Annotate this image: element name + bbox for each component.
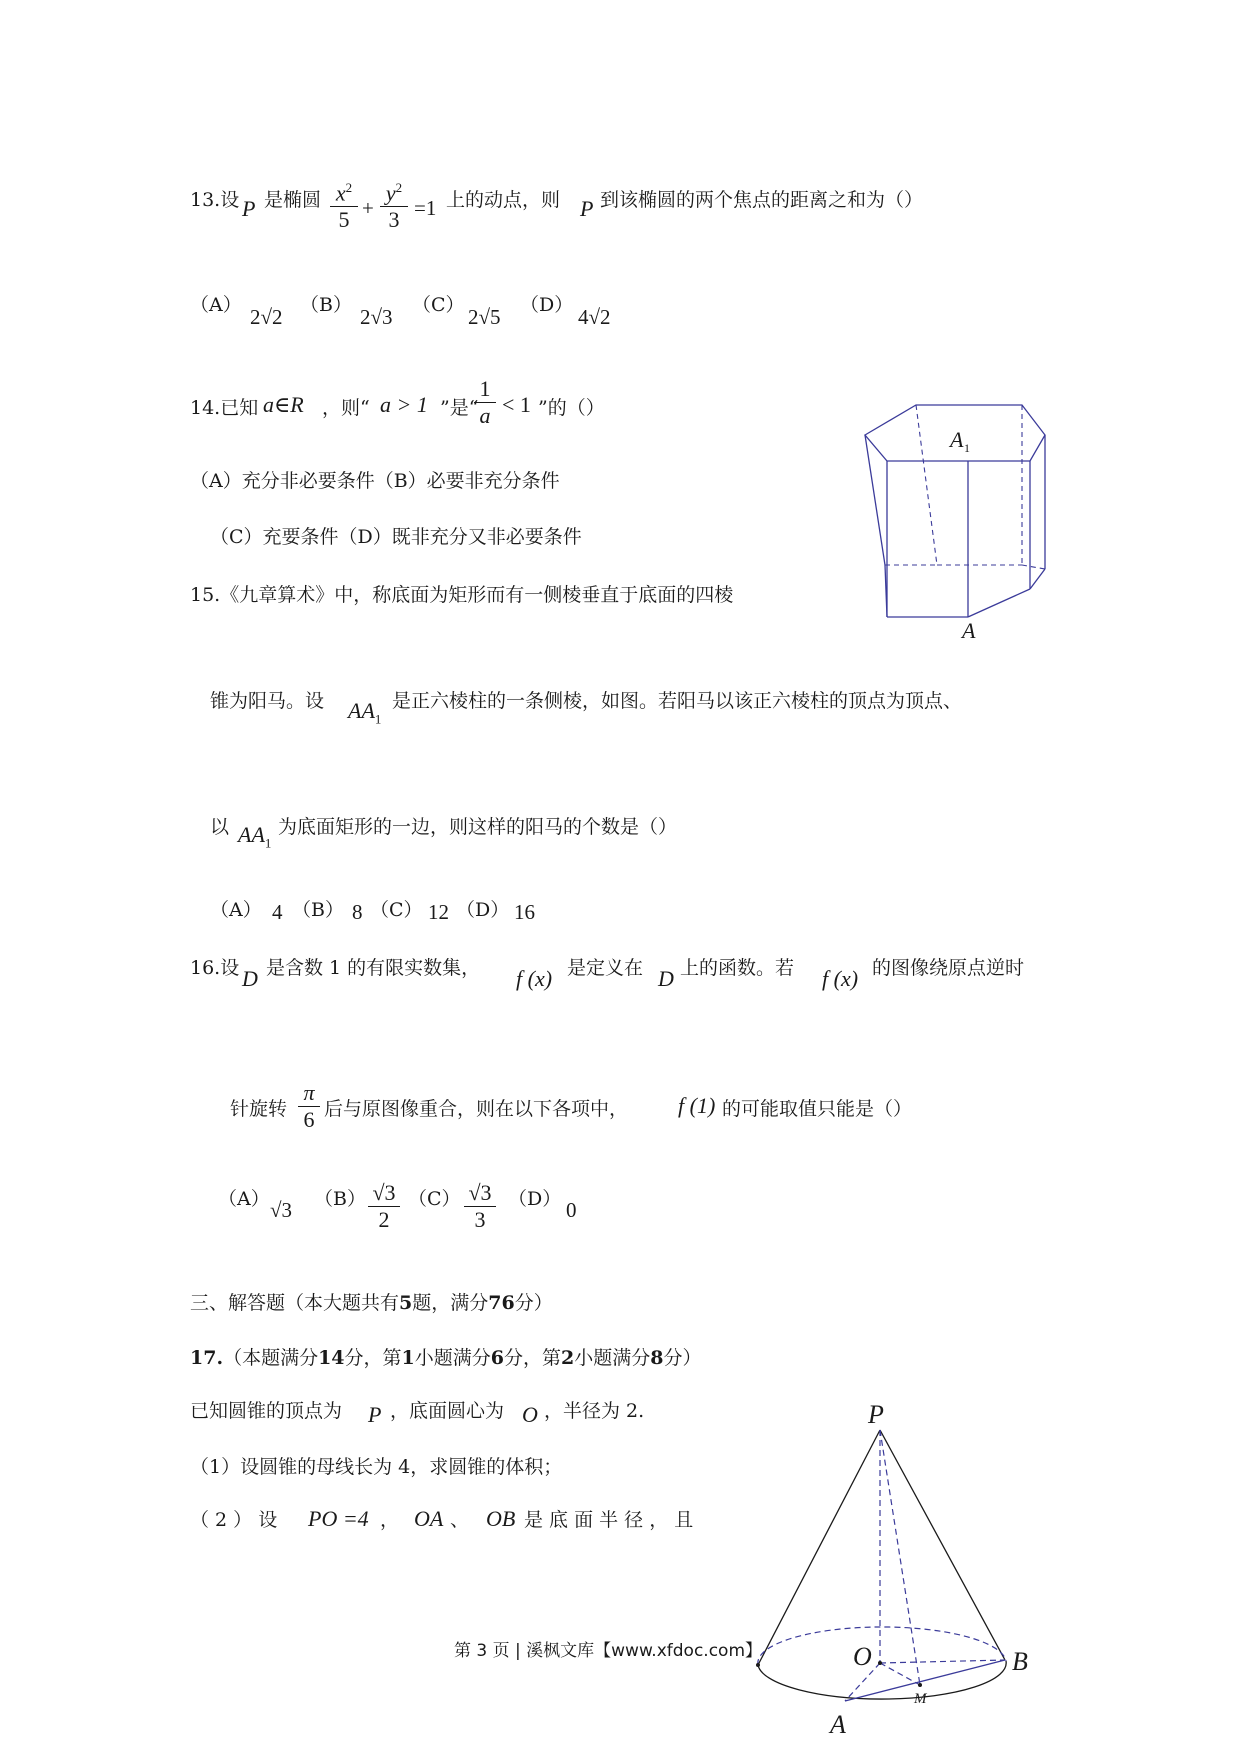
q16-option-d: （D） bbox=[508, 1188, 562, 1210]
q15-line-3a: 以 bbox=[210, 816, 230, 838]
q16-f1: f (1) bbox=[678, 1093, 716, 1118]
q17-line-1a: 已知圆锥的顶点为 bbox=[190, 1400, 343, 1422]
q16-text-3: 上的函数。若 bbox=[680, 957, 795, 979]
q17-oa: OA bbox=[414, 1506, 444, 1531]
q16-line-2a: 针旋转 bbox=[230, 1098, 288, 1120]
q15-value-d: 16 bbox=[514, 900, 535, 924]
q16-var-d2: D bbox=[658, 966, 674, 991]
cone-label-a: A bbox=[830, 1710, 846, 1739]
q16-text-2: 是定义在 bbox=[567, 957, 644, 979]
cone-figure bbox=[750, 1400, 1050, 1750]
q14-options-row-2: （C）充要条件（D）既非充分又非必要条件 bbox=[210, 526, 582, 548]
q14-text-2: ”是“ bbox=[440, 397, 479, 419]
q16-value-d: 0 bbox=[566, 1198, 577, 1222]
q16-value-c: $\frac{√3}{3}$ bbox=[464, 1180, 496, 1233]
q13-option-a: （A） bbox=[190, 294, 242, 316]
q16-value-b: $\frac{√3}{2}$ bbox=[368, 1180, 400, 1233]
q16-option-c: （C） bbox=[408, 1188, 461, 1210]
section-3-heading: 三、解答题（本大题共有5题，满分76分） bbox=[190, 1292, 553, 1314]
q17-comma: ， bbox=[380, 1509, 400, 1531]
q13-option-b: （B） bbox=[300, 294, 352, 316]
q17-header: 17.（本题满分14分，第1小题满分6分，第2小题满分8分） bbox=[190, 1347, 702, 1369]
q17-dun: 、 bbox=[450, 1509, 470, 1531]
q15-value-b: 8 bbox=[352, 900, 363, 924]
q15-option-d: （D） bbox=[456, 899, 510, 921]
q14-cond-2: < 1 bbox=[502, 392, 531, 417]
cone-label-m: M bbox=[914, 1691, 927, 1707]
q14-number: 14.已知 bbox=[190, 397, 259, 419]
q13-equals: =1 bbox=[414, 196, 437, 220]
q14-options-row-1: （A）充分非必要条件（B）必要非充分条件 bbox=[190, 470, 560, 492]
fig-label-a: A bbox=[962, 618, 976, 643]
q16-var-d: D bbox=[242, 966, 258, 991]
q13-var-p: P bbox=[242, 196, 256, 221]
fig-label-a1: A bbox=[950, 427, 964, 452]
q16-fx2: f (x) bbox=[822, 966, 859, 991]
q13-var-p2: P bbox=[580, 196, 594, 221]
q15-line-2a: 锥为阳马。设 bbox=[210, 690, 325, 712]
q14-text-3: ”的（） bbox=[538, 397, 605, 419]
q16-value-a: √3 bbox=[270, 1198, 293, 1222]
cone-label-b: B bbox=[1012, 1647, 1028, 1676]
q16-text-1: 是含数 1 的有限实数集， bbox=[266, 957, 481, 979]
q16-number: 16.设 bbox=[190, 957, 240, 979]
q16-text-4: 的图像绕原点逆时 bbox=[872, 957, 1025, 979]
q15-line-2b: 是正六棱柱的一条侧棱，如图。若阳马以该正六棱柱的顶点为顶点、 bbox=[392, 690, 963, 712]
q13-number: 13.设 bbox=[190, 189, 240, 211]
q14-text-1: ，则“ bbox=[322, 397, 370, 419]
hex-prism-figure bbox=[850, 395, 1050, 643]
q13-frac-y: $\frac{y^2}{3}$ bbox=[380, 180, 408, 233]
q15-aa1-2: $AA_1$ bbox=[238, 822, 272, 851]
q17-line-1c: ，半径为 2. bbox=[544, 1400, 645, 1422]
q17-var-o: O bbox=[522, 1402, 538, 1427]
q15-option-c: （C） bbox=[370, 899, 423, 921]
q13-value-b: 2√3 bbox=[360, 305, 393, 329]
q16-fx: f (x) bbox=[516, 966, 553, 991]
q13-option-d: （D） bbox=[520, 294, 574, 316]
q13-value-d: 4√2 bbox=[578, 305, 611, 329]
q13-frac-x: $\frac{x^2}{5}$ bbox=[330, 180, 358, 233]
q16-frac-pi: $\frac{\pi}{6}$ bbox=[298, 1080, 320, 1133]
q17-part-1: （1）设圆锥的母线长为 4，求圆锥的体积； bbox=[190, 1456, 563, 1478]
q13-value-c: 2√5 bbox=[468, 305, 501, 329]
q17-ob: OB bbox=[486, 1506, 516, 1531]
cone-label-o: O bbox=[853, 1642, 872, 1671]
q13-plus: + bbox=[362, 196, 374, 220]
q16-option-b: （B） bbox=[314, 1188, 366, 1210]
q16-line-2c: 的可能取值只能是（） bbox=[722, 1098, 913, 1120]
q17-line-1b: ，底面圆心为 bbox=[390, 1400, 505, 1422]
q17-part-2a: （ 2 ） 设 bbox=[190, 1509, 278, 1531]
q13-text-3: 到该椭圆的两个焦点的距离之和为（） bbox=[600, 189, 924, 211]
q13-text-2: 上的动点，则 bbox=[446, 189, 561, 211]
q14-frac: $\frac{1}{a}$ bbox=[474, 376, 496, 429]
q16-line-2b: 后与原图像重合，则在以下各项中， bbox=[324, 1098, 629, 1120]
q17-po: PO =4 bbox=[308, 1506, 369, 1531]
q15-value-a: 4 bbox=[272, 900, 283, 924]
q15-line-1: 15.《九章算术》中，称底面为矩形而有一侧棱垂直于底面的四棱 bbox=[190, 584, 734, 606]
q13-option-c: （C） bbox=[412, 294, 465, 316]
q15-aa1: $AA_1$ bbox=[348, 698, 382, 727]
q15-value-c: 12 bbox=[428, 900, 449, 924]
q14-cond-1: a > 1 bbox=[380, 392, 428, 417]
page-footer: 第 3 页 | 溪枫文库【www.xfdoc.com】 bbox=[454, 1641, 763, 1661]
q16-option-a: （A） bbox=[218, 1188, 270, 1210]
q17-part-2b: 是 底 面 半 径 ， 且 bbox=[524, 1509, 694, 1531]
cone-label-p: P bbox=[868, 1400, 884, 1429]
q15-option-a: （A） bbox=[210, 899, 262, 921]
q15-option-b: （B） bbox=[292, 899, 344, 921]
q13-text-1: 是椭圆 bbox=[264, 189, 322, 211]
q14-condition: a∈R bbox=[263, 392, 304, 417]
q15-line-3b: 为底面矩形的一边，则这样的阳马的个数是（） bbox=[278, 816, 678, 838]
q17-var-p: P bbox=[368, 1402, 382, 1427]
fig-label-a1-sub: 1 bbox=[964, 441, 970, 455]
q13-value-a: 2√2 bbox=[250, 305, 283, 329]
